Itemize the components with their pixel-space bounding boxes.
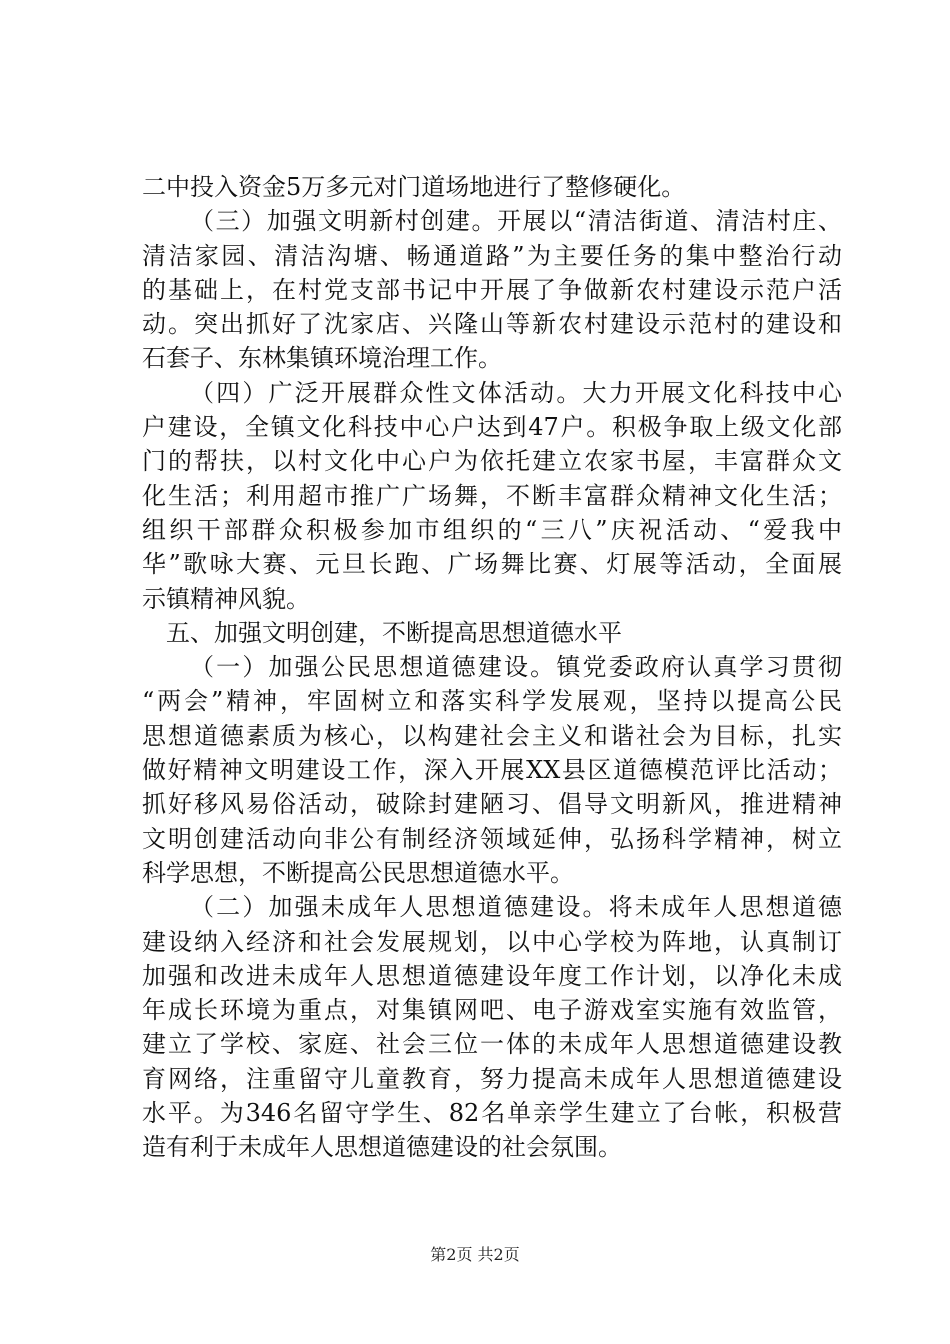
text-line: 化生活；利用超市推广广场舞，不断丰富群众精神文化生活； xyxy=(142,481,842,510)
text-line: 组织干部群众积极参加市组织的“三八”庆祝活动、“爱我中 xyxy=(142,515,842,544)
section-heading: 五、加强文明创建，不断提高思想道德水平 xyxy=(166,618,622,647)
body-text xyxy=(142,170,842,1165)
paragraph-heading-line: （一）加强公民思想道德建设。镇党委政府认真学习贯彻 xyxy=(190,653,842,682)
text-line: 造有利于未成年人思想道德建设的社会氛围。 xyxy=(142,1133,622,1162)
paragraph-heading-line: （四）广泛开展群众性文体活动。大力开展文化科技中心 xyxy=(190,378,842,407)
text-line: 门的帮扶，以村文化中心户为依托建立农家书屋，丰富群众文 xyxy=(142,447,842,476)
text-line: 建立了学校、家庭、社会三位一体的未成年人思想道德建设教 xyxy=(142,1030,842,1059)
text-line: 二中投入资金5万多元对门道场地进行了整修硬化。 xyxy=(142,173,686,201)
text-line: 水平。为346名留守学生、82名单亲学生建立了台帐，积极营 xyxy=(142,1099,842,1128)
text-line: 动。突出抓好了沈家店、兴隆山等新农村建设示范村的建设和 xyxy=(142,310,842,339)
text-line: 清洁家园、清洁沟塘、畅通道路”为主要任务的集中整治行动 xyxy=(142,241,842,270)
text-line: 做好精神文明建设工作，深入开展XX县区道德模范评比活动； xyxy=(142,756,842,785)
text-line: 的基础上，在村党支部书记中开展了争做新农村建设示范户活 xyxy=(142,275,842,304)
text-line: 华”歌咏大赛、元旦长跑、广场舞比赛、灯展等活动，全面展 xyxy=(142,550,842,579)
paragraph-heading-line: （三）加强文明新村创建。开展以“清洁街道、清洁村庄、 xyxy=(190,207,842,236)
text-line: 年成长环境为重点，对集镇网吧、电子游戏室实施有效监管， xyxy=(142,996,842,1025)
page-footer: 第2页 共2页 xyxy=(430,1245,520,1264)
text-line: 石套子、东林集镇环境治理工作。 xyxy=(142,344,502,373)
text-line: 户建设，全镇文化科技中心户达到47户。积极争取上级文化部 xyxy=(142,413,842,442)
text-line: 科学思想，不断提高公民思想道德水平。 xyxy=(142,858,574,887)
text-line: 建设纳入经济和社会发展规划，以中心学校为阵地，认真制订 xyxy=(142,927,842,956)
text-line: 加强和改进未成年人思想道德建设年度工作计划，以净化未成 xyxy=(142,961,842,990)
text-line: 抓好移风易俗活动，破除封建陋习、倡导文明新风，推进精神 xyxy=(142,790,842,819)
text-line: 示镇精神风貌。 xyxy=(142,584,310,613)
text-line: 思想道德素质为核心，以构建社会主义和谐社会为目标，扎实 xyxy=(142,721,842,750)
text-line: 文明创建活动向非公有制经济领域延伸，弘扬科学精神，树立 xyxy=(142,824,842,853)
text-line: 育网络，注重留守儿童教育，努力提高未成年人思想道德建设 xyxy=(142,1064,842,1093)
text-line: “两会”精神，牢固树立和落实科学发展观，坚持以提高公民 xyxy=(142,687,842,716)
paragraph-heading-line: （二）加强未成年人思想道德建设。将未成年人思想道德 xyxy=(190,893,842,922)
